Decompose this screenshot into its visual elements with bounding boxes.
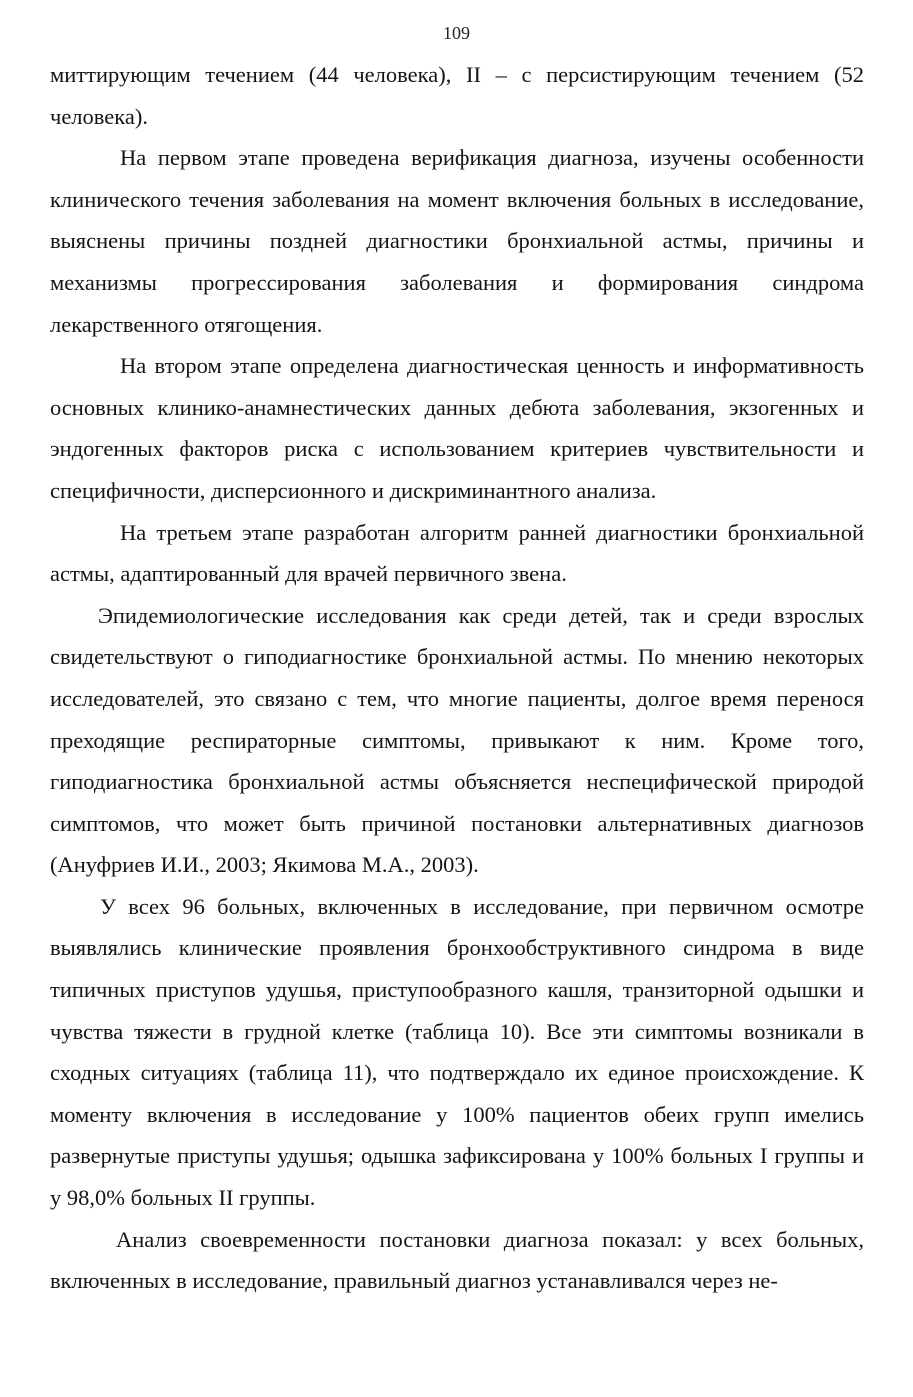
paragraph-stage-two: На втором этапе определена диагностическая ценность и информативность основных клинико-анамнестических данных дебюта заболевания, экзогенных и эндогенных факторов риска с использованием критериев чувствительности и специфичности, дисперсионного и дискриминантного анализа. — [50, 353, 864, 503]
document-body — [50, 54, 864, 1302]
paragraph-diagnosis-analysis: Анализ своевременности постановки диагноза показал: у всех больных, включенных в исследование, правильный диагноз устанавливался через не- — [50, 1226, 864, 1294]
page-number: 109 — [443, 23, 470, 43]
paragraph-continuation: миттирующим течением (44 человека), II – с персистирующим течением (52 человека). — [50, 62, 864, 129]
paragraph-stage-one: На первом этапе проведена верификация диагноза, изучены особенности клинического течения заболевания на момент включения больных в исследование, выяснены причины поздней диагностики бронхиальной астмы, причины и механизмы прогрессирования заболевания и формирования синдрома лекарственного отягощения. — [50, 145, 864, 337]
paragraph-epidemiology: Эпидемиологические исследования как среди детей, так и среди взрослых свидетельствуют о гиподиагностике бронхиальной астмы. По мнению некоторых исследователей, это связано с тем, что многие пациенты, долгое время перенося преходящие респираторные симптомы, привыкают к ним. Кроме того, гиподиагностика бронхиальной астмы объясняется неспецифической природой симптомов, что может быть причиной постановки альтернативных диагнозов (Ануфриев И.И., 2003; Якимова М.А., 2003). — [50, 602, 864, 878]
paragraph-stage-three: На третьем этапе разработан алгоритм ранней диагностики бронхиальной астмы, адаптированный для врачей первичного звена. — [50, 519, 864, 587]
paragraph-patients: У всех 96 больных, включенных в исследование, при первичном осмотре выявлялись клинические проявления бронхообструктивного синдрома в виде типичных приступов удушья, приступообразного кашля, транзиторной одышки и чувства тяжести в грудной клетке (таблица 10). Все эти симптомы возникали в сходных ситуациях (таблица 11), что подтверждало их единое происхождение. К моменту включения в исследование у 100% пациентов обеих групп имелись развернутые приступы удушья; одышка зафиксирована у 100% больных I группы и у 98,0% больных II группы. — [50, 893, 864, 1211]
